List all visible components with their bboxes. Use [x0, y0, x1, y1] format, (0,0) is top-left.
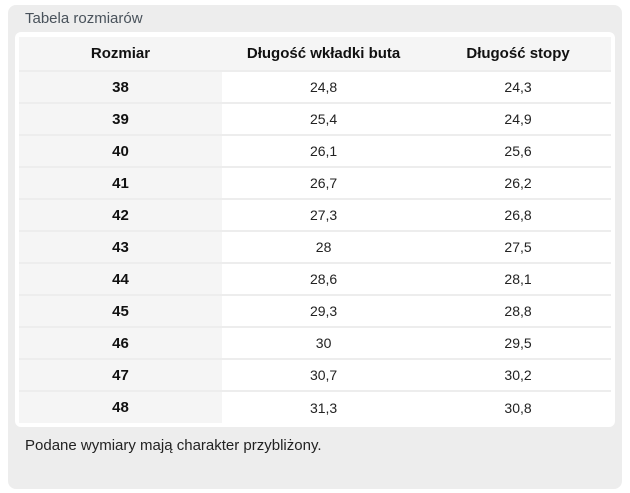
panel-title: Tabela rozmiarów [25, 10, 143, 27]
size-cell: 47 [19, 359, 222, 391]
foot-cell: 24,3 [425, 71, 611, 103]
foot-cell: 30,8 [425, 391, 611, 423]
size-table [19, 37, 611, 423]
table-row [19, 391, 611, 423]
insole-cell: 29,3 [222, 295, 425, 327]
table-row [19, 199, 611, 231]
insole-cell: 28 [222, 231, 425, 263]
size-cell: 42 [19, 199, 222, 231]
size-cell: 43 [19, 231, 222, 263]
foot-cell: 24,9 [425, 103, 611, 135]
size-cell: 39 [19, 103, 222, 135]
foot-cell: 27,5 [425, 231, 611, 263]
table-row [19, 103, 611, 135]
foot-cell: 26,2 [425, 167, 611, 199]
table-row [19, 359, 611, 391]
foot-cell: 26,8 [425, 199, 611, 231]
insole-cell: 30,7 [222, 359, 425, 391]
table-row [19, 71, 611, 103]
insole-cell: 30 [222, 327, 425, 359]
table-row [19, 231, 611, 263]
size-cell: 41 [19, 167, 222, 199]
insole-cell: 24,8 [222, 71, 425, 103]
table-row [19, 327, 611, 359]
foot-cell: 28,8 [425, 295, 611, 327]
size-cell: 45 [19, 295, 222, 327]
table-header-row [19, 37, 611, 71]
size-table-card [15, 32, 615, 427]
table-row [19, 263, 611, 295]
size-cell: 40 [19, 135, 222, 167]
foot-cell: 25,6 [425, 135, 611, 167]
size-cell: 38 [19, 71, 222, 103]
insole-cell: 28,6 [222, 263, 425, 295]
column-header-insole: Długość wkładki buta [222, 37, 425, 71]
foot-cell: 30,2 [425, 359, 611, 391]
insole-cell: 25,4 [222, 103, 425, 135]
table-row [19, 295, 611, 327]
table-row [19, 167, 611, 199]
column-header-size: Rozmiar [19, 37, 222, 71]
column-header-foot: Długość stopy [425, 37, 611, 71]
size-cell: 46 [19, 327, 222, 359]
insole-cell: 26,7 [222, 167, 425, 199]
insole-cell: 26,1 [222, 135, 425, 167]
insole-cell: 27,3 [222, 199, 425, 231]
size-table-panel [8, 5, 622, 489]
size-cell: 48 [19, 391, 222, 423]
table-row [19, 135, 611, 167]
insole-cell: 31,3 [222, 391, 425, 423]
foot-cell: 29,5 [425, 327, 611, 359]
approximate-dimensions-note: Podane wymiary mają charakter przybliżony. [25, 437, 322, 454]
size-cell: 44 [19, 263, 222, 295]
foot-cell: 28,1 [425, 263, 611, 295]
